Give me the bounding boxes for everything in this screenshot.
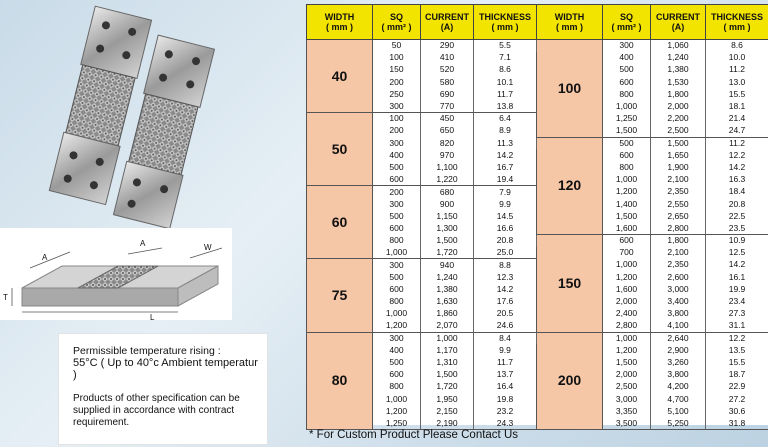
note-other-line3: requirement.	[73, 417, 130, 428]
thickness-cell-left: 16.4	[474, 381, 537, 393]
sq-cell-right: 1,200	[603, 186, 651, 198]
sq-cell-right: 1,400	[603, 198, 651, 210]
thickness-cell-left: 20.5	[474, 308, 537, 320]
current-cell-left: 820	[421, 137, 474, 149]
sq-cell-right: 2,000	[603, 369, 651, 381]
sq-cell-left: 300	[373, 198, 421, 210]
sq-cell-left: 200	[373, 125, 421, 137]
specification-notes	[58, 333, 268, 445]
thickness-cell-left: 8.8	[474, 259, 537, 271]
sq-cell-right: 1,000	[603, 332, 651, 344]
current-cell-left: 1,300	[421, 222, 474, 234]
width-cell-right: 200	[537, 332, 603, 430]
current-cell-right: 3,400	[651, 295, 706, 307]
thickness-cell-right: 14.2	[706, 259, 768, 271]
sq-cell-right: 2,500	[603, 381, 651, 393]
thickness-cell-right: 8.6	[706, 40, 768, 52]
thickness-cell-left: 14.2	[474, 149, 537, 161]
thickness-cell-right: 13.5	[706, 344, 768, 356]
current-cell-right: 2,200	[651, 113, 706, 125]
thickness-cell-right: 19.9	[706, 283, 768, 295]
sq-cell-left: 200	[373, 76, 421, 88]
current-cell-right: 3,800	[651, 369, 706, 381]
sq-cell-left: 100	[373, 113, 421, 125]
current-cell-left: 1,720	[421, 381, 474, 393]
thickness-cell-left: 7.9	[474, 186, 537, 198]
current-cell-right: 3,800	[651, 308, 706, 320]
sq-cell-right: 1,200	[603, 344, 651, 356]
header-width-right: WIDTH ( mm )	[537, 5, 603, 40]
current-cell-left: 680	[421, 186, 474, 198]
current-cell-left: 450	[421, 113, 474, 125]
thickness-cell-right: 22.9	[706, 381, 768, 393]
current-cell-right: 3,260	[651, 356, 706, 368]
thickness-cell-right: 11.2	[706, 64, 768, 76]
current-cell-left: 2,070	[421, 320, 474, 332]
current-cell-left: 2,150	[421, 405, 474, 417]
sq-cell-left: 250	[373, 88, 421, 100]
thickness-cell-left: 10.1	[474, 76, 537, 88]
current-cell-left: 1,950	[421, 393, 474, 405]
thickness-cell-left: 24.6	[474, 320, 537, 332]
thickness-cell-left: 8.6	[474, 64, 537, 76]
current-cell-left: 1,220	[421, 174, 474, 186]
thickness-cell-left: 25.0	[474, 247, 537, 259]
thickness-cell-left: 16.7	[474, 161, 537, 173]
thickness-cell-left: 8.4	[474, 332, 537, 344]
thickness-cell-left: 14.2	[474, 283, 537, 295]
sq-cell-right: 2,400	[603, 308, 651, 320]
thickness-cell-right: 27.3	[706, 308, 768, 320]
sq-cell-left: 1,250	[373, 417, 421, 429]
current-cell-right: 5,250	[651, 417, 706, 429]
width-cell-right: 120	[537, 137, 603, 235]
label-t: T	[3, 293, 8, 302]
custom-product-note: * For Custom Product Please Contact Us	[309, 429, 518, 441]
current-cell-left: 2,190	[421, 417, 474, 429]
header-sq-left: SQ ( mm² )	[373, 5, 421, 40]
current-cell-right: 2,550	[651, 198, 706, 210]
thickness-cell-right: 31.1	[706, 320, 768, 332]
thickness-cell-right: 18.4	[706, 186, 768, 198]
current-cell-left: 900	[421, 198, 474, 210]
sq-cell-left: 600	[373, 222, 421, 234]
current-cell-left: 1,240	[421, 271, 474, 283]
product-photo	[0, 0, 300, 228]
sq-cell-right: 1,000	[603, 259, 651, 271]
sq-cell-right: 3,500	[603, 417, 651, 429]
thickness-cell-left: 23.2	[474, 405, 537, 417]
thickness-cell-left: 5.5	[474, 40, 537, 52]
sq-cell-left: 800	[373, 295, 421, 307]
current-cell-right: 2,100	[651, 247, 706, 259]
current-cell-left: 290	[421, 40, 474, 52]
sq-cell-right: 1,200	[603, 271, 651, 283]
current-cell-left: 1,150	[421, 210, 474, 222]
thickness-cell-right: 21.4	[706, 113, 768, 125]
current-cell-right: 1,530	[651, 76, 706, 88]
width-cell-left: 75	[307, 259, 373, 332]
sq-cell-left: 500	[373, 356, 421, 368]
sq-cell-left: 1,000	[373, 393, 421, 405]
current-cell-left: 770	[421, 100, 474, 112]
thickness-cell-right: 13.0	[706, 76, 768, 88]
current-cell-left: 690	[421, 88, 474, 100]
current-cell-left: 1,860	[421, 308, 474, 320]
sq-cell-left: 800	[373, 235, 421, 247]
thickness-cell-right: 20.8	[706, 198, 768, 210]
sq-cell-left: 150	[373, 64, 421, 76]
thickness-cell-left: 9.9	[474, 198, 537, 210]
thickness-cell-left: 11.7	[474, 356, 537, 368]
current-cell-left: 1,000	[421, 332, 474, 344]
thickness-cell-left: 8.9	[474, 125, 537, 137]
width-cell-left: 40	[307, 40, 373, 113]
sq-cell-right: 2,800	[603, 320, 651, 332]
thickness-cell-right: 14.2	[706, 161, 768, 173]
current-cell-left: 1,500	[421, 235, 474, 247]
thickness-cell-left: 13.7	[474, 369, 537, 381]
thickness-cell-right: 18.7	[706, 369, 768, 381]
current-cell-right: 5,100	[651, 405, 706, 417]
sq-cell-left: 1,000	[373, 308, 421, 320]
current-cell-right: 2,350	[651, 186, 706, 198]
width-cell-left: 60	[307, 186, 373, 259]
thickness-cell-right: 15.5	[706, 88, 768, 100]
sq-cell-left: 50	[373, 40, 421, 52]
current-cell-right: 1,900	[651, 161, 706, 173]
current-cell-right: 1,060	[651, 40, 706, 52]
table-row	[307, 235, 768, 247]
thickness-cell-left: 7.1	[474, 52, 537, 64]
sq-cell-right: 800	[603, 161, 651, 173]
current-cell-left: 410	[421, 52, 474, 64]
thickness-cell-right: 12.5	[706, 247, 768, 259]
thickness-cell-right: 23.4	[706, 295, 768, 307]
sq-cell-right: 1,600	[603, 283, 651, 295]
sq-cell-right: 600	[603, 76, 651, 88]
header-thickness-right: THICKNESS ( mm )	[706, 5, 768, 40]
current-cell-right: 2,900	[651, 344, 706, 356]
thickness-cell-left: 16.6	[474, 222, 537, 234]
current-cell-left: 940	[421, 259, 474, 271]
sq-cell-left: 1,200	[373, 405, 421, 417]
thickness-cell-right: 27.2	[706, 393, 768, 405]
sq-cell-right: 2,000	[603, 295, 651, 307]
thickness-cell-left: 11.3	[474, 137, 537, 149]
sq-cell-right: 1,250	[603, 113, 651, 125]
thickness-cell-left: 12.3	[474, 271, 537, 283]
thickness-cell-right: 23.5	[706, 222, 768, 234]
sq-cell-right: 1,600	[603, 222, 651, 234]
sq-cell-left: 500	[373, 210, 421, 222]
sq-cell-right: 600	[603, 149, 651, 161]
sq-cell-left: 100	[373, 52, 421, 64]
current-cell-right: 2,100	[651, 174, 706, 186]
header-current-left: CURRENT (A)	[421, 5, 474, 40]
header-width-left: WIDTH ( mm )	[307, 5, 373, 40]
current-cell-right: 1,240	[651, 52, 706, 64]
thickness-cell-right: 12.2	[706, 332, 768, 344]
note-temp-line1: Permissible temperature rising :	[73, 345, 221, 357]
sq-cell-right: 3,000	[603, 393, 651, 405]
current-cell-left: 1,500	[421, 369, 474, 381]
current-cell-left: 1,310	[421, 356, 474, 368]
sq-cell-left: 200	[373, 186, 421, 198]
current-cell-right: 1,800	[651, 235, 706, 247]
label-w: W	[204, 243, 212, 252]
sq-cell-left: 400	[373, 149, 421, 161]
sq-cell-left: 300	[373, 332, 421, 344]
current-cell-left: 970	[421, 149, 474, 161]
thickness-cell-left: 9.9	[474, 344, 537, 356]
current-cell-right: 1,500	[651, 137, 706, 149]
sq-cell-right: 500	[603, 64, 651, 76]
current-cell-left: 1,720	[421, 247, 474, 259]
width-cell-right: 150	[537, 235, 603, 333]
current-cell-right: 4,200	[651, 381, 706, 393]
current-cell-left: 1,100	[421, 161, 474, 173]
sq-cell-left: 500	[373, 161, 421, 173]
label-l: L	[150, 313, 155, 320]
thickness-cell-left: 14.5	[474, 210, 537, 222]
sq-cell-right: 800	[603, 88, 651, 100]
thickness-cell-left: 6.4	[474, 113, 537, 125]
sq-cell-left: 400	[373, 344, 421, 356]
table-row	[307, 137, 768, 149]
sq-cell-left: 800	[373, 381, 421, 393]
width-cell-left: 80	[307, 332, 373, 430]
label-a2: A	[140, 239, 146, 248]
current-cell-right: 2,350	[651, 259, 706, 271]
current-cell-right: 1,800	[651, 88, 706, 100]
thickness-cell-right: 15.5	[706, 356, 768, 368]
sq-cell-left: 300	[373, 100, 421, 112]
current-cell-right: 4,100	[651, 320, 706, 332]
note-other-line2: supplied in accordance with contract	[73, 405, 235, 416]
thickness-cell-left: 20.8	[474, 235, 537, 247]
thickness-cell-left: 19.4	[474, 174, 537, 186]
table-row	[307, 332, 768, 344]
sq-cell-left: 300	[373, 259, 421, 271]
header-thickness-left: THICKNESS ( mm )	[474, 5, 537, 40]
thickness-cell-right: 11.2	[706, 137, 768, 149]
sq-cell-left: 600	[373, 369, 421, 381]
sq-cell-left: 600	[373, 283, 421, 295]
sq-cell-left: 1,000	[373, 247, 421, 259]
width-cell-right: 100	[537, 40, 603, 138]
sq-cell-right: 3,350	[603, 405, 651, 417]
current-cell-right: 2,000	[651, 100, 706, 112]
sq-cell-right: 500	[603, 137, 651, 149]
sq-cell-left: 600	[373, 174, 421, 186]
sq-cell-right: 400	[603, 52, 651, 64]
current-cell-left: 1,170	[421, 344, 474, 356]
current-cell-left: 650	[421, 125, 474, 137]
thickness-cell-right: 18.1	[706, 100, 768, 112]
current-cell-right: 2,800	[651, 222, 706, 234]
current-cell-right: 4,700	[651, 393, 706, 405]
current-cell-right: 2,500	[651, 125, 706, 137]
sq-cell-left: 300	[373, 137, 421, 149]
specification-table	[306, 4, 768, 428]
table-header-row	[307, 5, 768, 40]
current-cell-right: 1,650	[651, 149, 706, 161]
thickness-cell-right: 12.2	[706, 149, 768, 161]
dimension-diagram	[0, 228, 232, 320]
thickness-cell-right: 30.6	[706, 405, 768, 417]
note-temp-line2: 55°C ( Up to 40°c Ambient temperatur )	[73, 357, 258, 381]
current-cell-left: 580	[421, 76, 474, 88]
sq-cell-right: 700	[603, 247, 651, 259]
sq-cell-right: 1,500	[603, 356, 651, 368]
thickness-cell-right: 31.8	[706, 417, 768, 429]
thickness-cell-left: 17.6	[474, 295, 537, 307]
thickness-cell-left: 19.8	[474, 393, 537, 405]
sq-cell-right: 1,000	[603, 174, 651, 186]
sq-cell-left: 500	[373, 271, 421, 283]
current-cell-left: 520	[421, 64, 474, 76]
sq-cell-right: 1,000	[603, 100, 651, 112]
thickness-cell-left: 13.8	[474, 100, 537, 112]
thickness-cell-left: 24.3	[474, 417, 537, 429]
sq-cell-right: 600	[603, 235, 651, 247]
current-cell-left: 1,630	[421, 295, 474, 307]
sq-cell-right: 300	[603, 40, 651, 52]
current-cell-right: 1,380	[651, 64, 706, 76]
sq-cell-left: 1,200	[373, 320, 421, 332]
current-cell-right: 2,600	[651, 271, 706, 283]
current-cell-left: 1,380	[421, 283, 474, 295]
header-current-right: CURRENT (A)	[651, 5, 706, 40]
thickness-cell-right: 22.5	[706, 210, 768, 222]
current-cell-right: 2,650	[651, 210, 706, 222]
width-cell-left: 50	[307, 113, 373, 186]
sq-cell-right: 1,500	[603, 125, 651, 137]
thickness-cell-right: 10.0	[706, 52, 768, 64]
label-a1: A	[42, 253, 48, 262]
table-row	[307, 40, 768, 52]
thickness-cell-right: 16.1	[706, 271, 768, 283]
note-other-line1: Products of other specification can be	[73, 393, 240, 404]
thickness-cell-left: 11.7	[474, 88, 537, 100]
thickness-cell-right: 16.3	[706, 174, 768, 186]
header-sq-right: SQ ( mm² )	[603, 5, 651, 40]
thickness-cell-right: 24.7	[706, 125, 768, 137]
thickness-cell-right: 10.9	[706, 235, 768, 247]
current-cell-right: 2,640	[651, 332, 706, 344]
sq-cell-right: 1,500	[603, 210, 651, 222]
current-cell-right: 3,000	[651, 283, 706, 295]
